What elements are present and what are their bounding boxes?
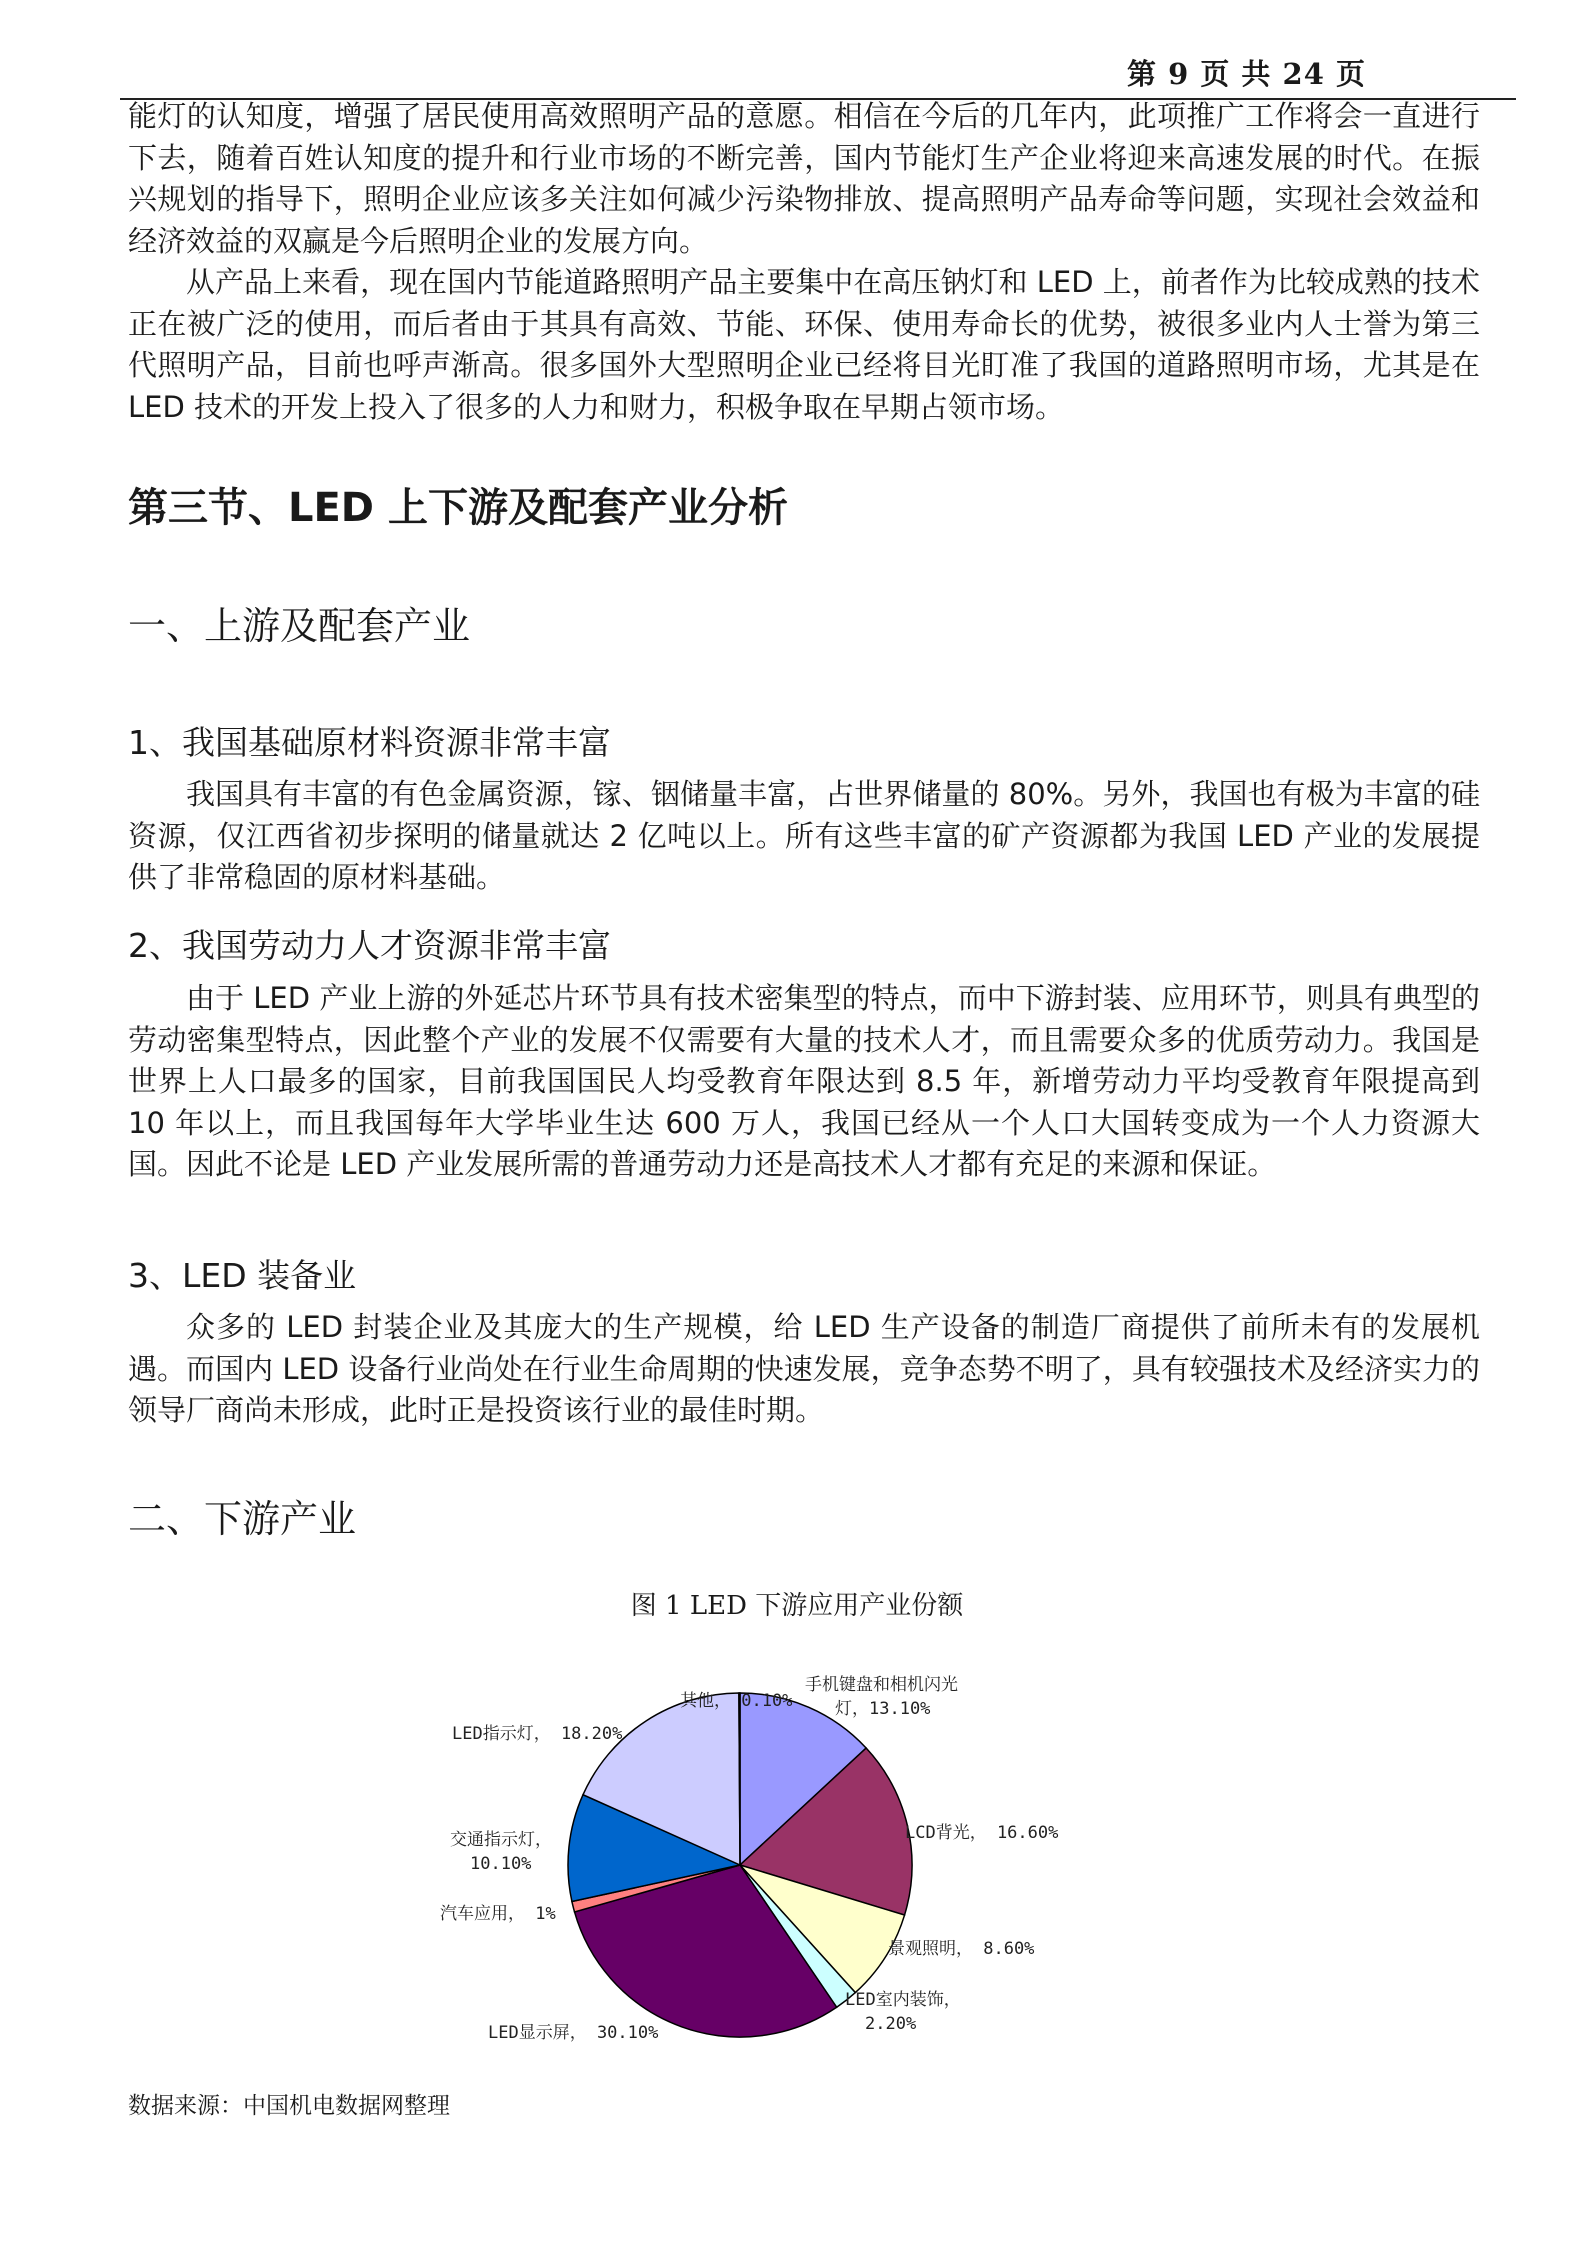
data-source: 数据来源：中国机电数据网整理 — [128, 2093, 450, 2119]
pie-slice-label: LED指示灯， 18.20% — [452, 1724, 623, 1744]
upstream-item-2-body: 由于 LED 产业上游的外延芯片环节具有技术密集型的特点，而中下游封装、应用环节，则具有典型的劳动密集型特点，因此整个产业的发展不仅需要有大量的技术人才，而且需要众多的优质劳动力。我国是世界上人口最多的国家，目前我国国民人均受教育年限达到 8.5 年，新增劳动力平均受教育年限提高到 10 年以上，而且我国每年大学毕业生达 600 万人，我国已经从一个人口大国转变成为一个人力资源大国。因此不论是 LED 产业发展所需的普通劳动力还是高技术人才都有充足的来源和保证。 — [128, 981, 1480, 1181]
upstream-title: 一、上游及配套产业 — [128, 604, 471, 648]
intro-paragraph-1: 能灯的认知度，增强了居民使用高效照明产品的意愿。相信在今后的几年内，此项推广工作将会一直进行下去，随着百姓认知度的提升和行业市场的不断完善，国内节能灯生产企业将迎来高速发展的时代。在振兴规划的指导下，照明企业应该多关注如何减少污染物排放、提高照明产品寿命等问题，实现社会效益和经济效益的双赢是今后照明企业的发展方向。 — [128, 99, 1480, 258]
figure-title: 图 1 LED 下游应用产业份额 — [630, 1591, 964, 1621]
intro-paragraph-2: 从产品上来看，现在国内节能道路照明产品主要集中在高压钠灯和 LED 上，前者作为比较成熟的技术正在被广泛的使用，而后者由于其具有高效、节能、环保、使用寿命长的优势，被很多业内人士誉为第三代照明产品，目前也呼声渐高。很多国外大型照明企业已经将目光盯准了我国的道路照明市场，尤其是在 LED 技术的开发上投入了很多的人力和财力，积极争取在早期占领市场。 — [128, 265, 1480, 424]
pie-slice-label: LED室内装饰， 2.20% — [845, 1990, 961, 2034]
section-title: 第三节、LED 上下游及配套产业分析 — [128, 485, 788, 531]
pie-slice-label: 其他， 0.10% — [680, 1691, 793, 1711]
pie-slice-label: 景观照明， 8.60% — [888, 1939, 1035, 1959]
pie-slice-label: 交通指示灯， 10.10% — [450, 1830, 552, 1874]
upstream-item-1-body: 我国具有丰富的有色金属资源，镓、铟储量丰富，占世界储量的 80%。另外，我国也有极为丰富的硅资源，仅江西省初步探明的储量就达 2 亿吨以上。所有这些丰富的矿产资源都为我国 LED 产业的发展提供了非常稳固的原材料基础。 — [128, 777, 1480, 894]
upstream-item-3-body: 众多的 LED 封装企业及其庞大的生产规模，给 LED 生产设备的制造厂商提供了前所未有的发展机遇。而国内 LED 设备行业尚处在行业生命周期的快速发展，竞争态势不明了，具有较强技术及经济实力的领导厂商尚未形成，此时正是投资该行业的最佳时期。 — [128, 1310, 1480, 1427]
pie-slice-label: 手机键盘和相机闪光灯，13.10% — [805, 1675, 958, 1719]
page-number: 第 9 页 共 24 页 — [1126, 57, 1366, 91]
pie-slice-label: LCD背光， 16.60% — [905, 1823, 1059, 1843]
pie-slice-label: LED显示屏， 30.10% — [488, 2023, 659, 2043]
pie-slice-label: 汽车应用， 1% — [440, 1904, 556, 1924]
downstream-title: 二、下游产业 — [128, 1497, 357, 1541]
upstream-item-2-title: 2、我国劳动力人才资源非常丰富 — [128, 926, 611, 965]
upstream-item-1-title: 1、我国基础原材料资源非常丰富 — [128, 723, 611, 762]
upstream-item-3-title: 3、LED 装备业 — [128, 1256, 357, 1295]
